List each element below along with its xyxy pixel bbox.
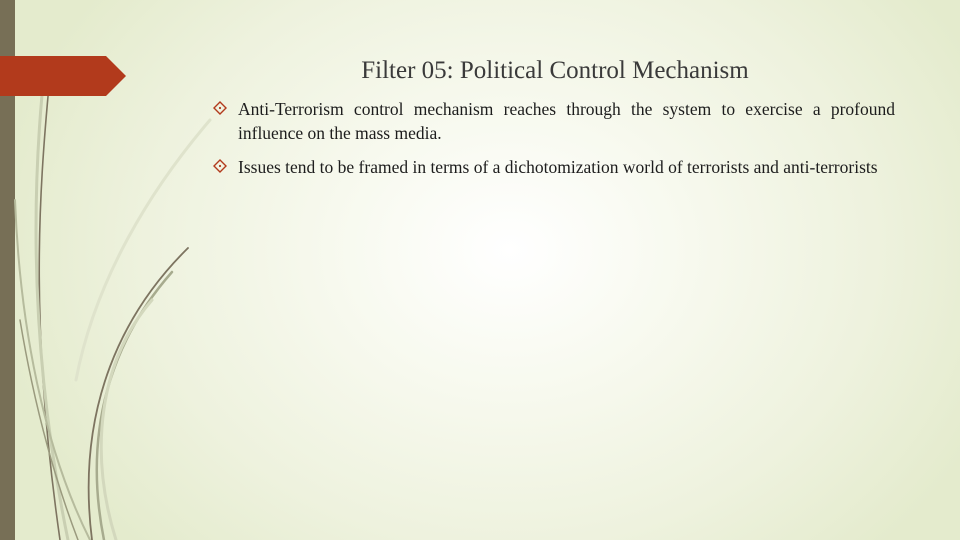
bullet-item	[213, 155, 895, 179]
slide-title: Filter 05: Political Control Mechanism	[361, 57, 749, 84]
title-accent-tab	[0, 56, 126, 96]
bullet-list	[213, 97, 895, 189]
bullet-text: Issues tend to be framed in terms of a dichotomization world of terrorists and anti-terrorists	[238, 157, 878, 177]
bullet-text: Anti-Terrorism control mechanism reaches through the system to exercise a profound influence on the mass media.	[238, 99, 895, 143]
diamond-bullet-icon	[213, 101, 227, 115]
diamond-bullet-icon	[213, 159, 227, 173]
bullet-item	[213, 97, 895, 145]
